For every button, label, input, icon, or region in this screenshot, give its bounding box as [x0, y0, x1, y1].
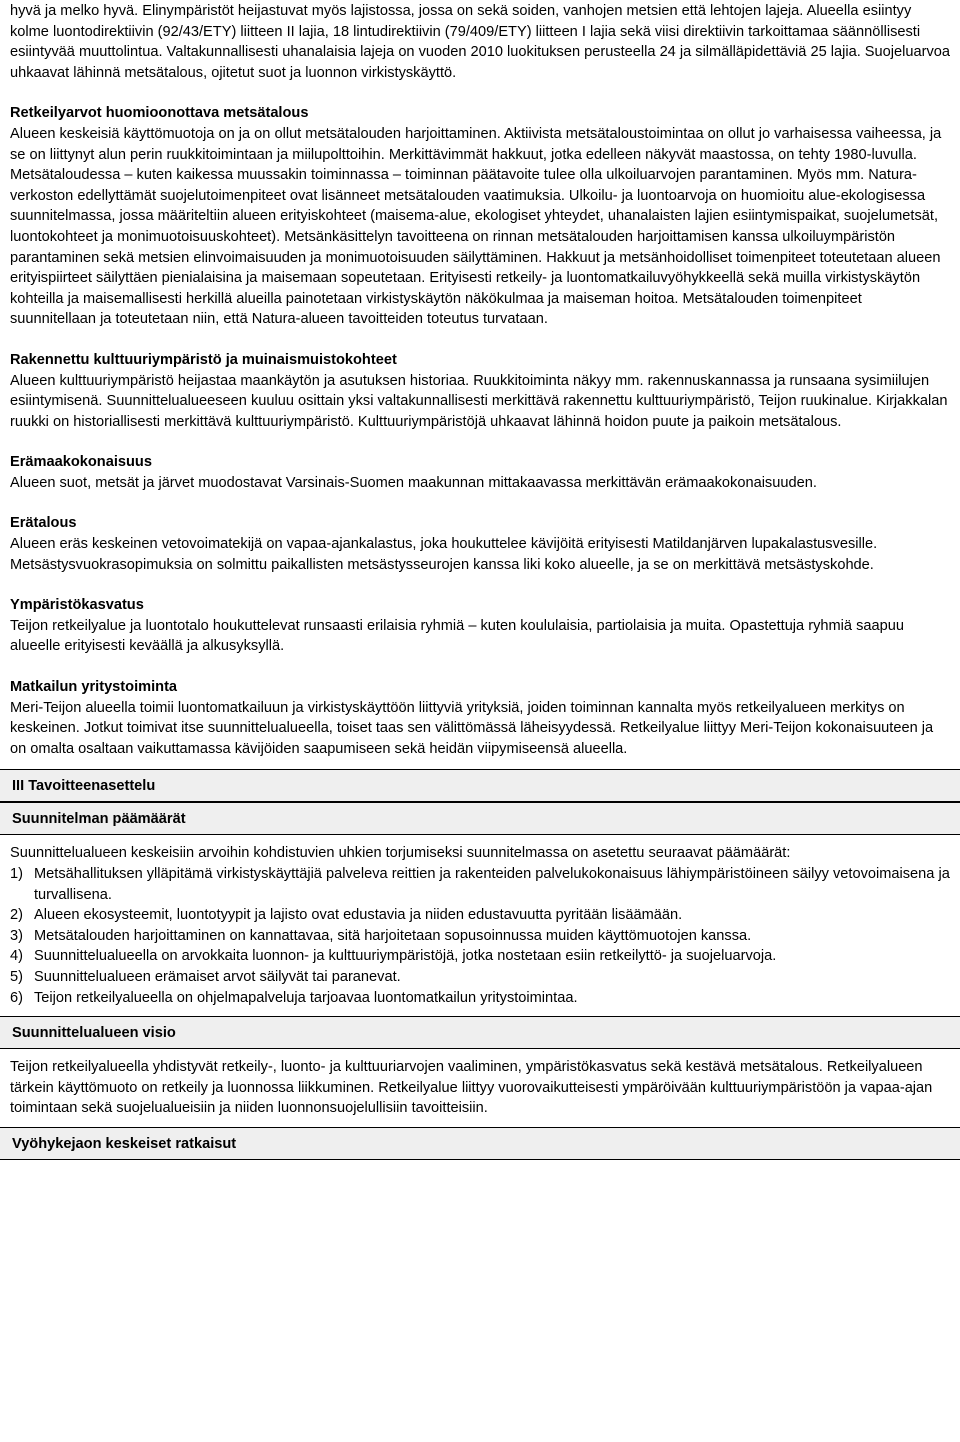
section-text: Alueen eräs keskeinen vetovoimatekijä on vapaa-ajankalastus, joka houkuttelee kävijöitä erityisesti Matildanjärven lupakalastusvesille. Metsästysvuokrasopimuksia on solmittu paikallisten metsästysseurojen kanssa liki koko alueelle, ja se on merkittävä metsästyskohde.	[10, 536, 878, 573]
list-item	[10, 926, 950, 947]
section-text: Teijon retkeilyalue ja luontotalo houkuttelevat runsaasti erilaisia ryhmiä – kuten koululaisia, partiolaisia ja muita. Opastettuja ryhmiä saapuu alueelle erityisesti keväällä ja alkusyksyllä.	[10, 617, 904, 655]
list-item-text: Suunnittelualueen erämaiset arvot säilyvät tai paranevat.	[34, 968, 401, 985]
section-text: Alueen keskeisiä käyttömuotoja on ja on ollut metsätalouden harjoittaminen. Aktiivista metsätaloustoimintaa on ollut jo varhaisessa vaiheessa, ja se on liittynyt alun perin ruukkitoimintaan ja miilupolttoihin. Merkittävimmät hakkuut, jotka edelleen näkyvät maastossa, on tehty 1980-luvulla. Metsätaloudessa – kuten kaikessa muussakin toiminnassa – toiminnan päätavoite tulee olla ulkoiluarvojen parantaminen. Myös mm. Natura-verkoston edellyttämät suojelutoimenpiteet ovat lisänneet metsätalouden vaatimuksia. Ulkoilu- ja luontoarvoja on huomioitu alue-ekologisessa suunnitelmassa, jossa määriteltiin alueen erityiskohteet (maisema-alue, ekologiset yhteydet, uhanalaisten lajien esiintymispaikat, suojelumetsät, luontokohteet ja monimuotoisuuskohteet). Metsänkäsittelyn tavoitteena on rinnan metsätalouden harjoittamisen kanssa ulkoiluympäristön parantaminen sekä metsien elinvoimaisuuden ja monimuotoisuuden säilyttäminen. Hakkuut ja metsänhoidolliset toimenpiteet toteutetaan alueen erityispiirteet säilyttäen pienialaisina ja maisemaan sopeutetaan. Erityisesti retkeily- ja luontomatkailuvyöhykkeellä sekä muilla virkistyskäytön kohteilla ja maisemallisesti herkillä alueilla painotetaan virkistyskäytön näkökulmaa ja maiseman hoitoa. Metsätalouden toimenpiteet suunnitellaan ja toteutetaan niin, että Natura-alueen tavoitteiden toteutus turvataan.	[10, 125, 942, 328]
list-item-number: 2)	[10, 907, 23, 924]
section-title: Matkailun yritystoiminta	[10, 679, 178, 696]
intro-paragraph: hyvä ja melko hyvä. Elinympäristöt heijastuvat myös lajistossa, jossa on sekä soiden, vanhojen metsien että lehtojen lajeja. Alueella esiintyy kolme luontodirektiivin (92/43/ETY) liitteen II lajia, 18 lintudirektiivin (79/409/ETY) liitteen I lajia sekä viisi direktiivin tarkoittamaa säännöllisesti esiintyvää muuttolintua. Valtakunnallisesti uhanalaisia lajeja on vuoden 2010 luokituksen perusteella 24 ja silmälläpidettäviä 25 lajia. Suojeluarvoa uhkaavat lähinnä metsätalous, ojitetut suot ja luonnon virkistyskäyttö.	[10, 3, 950, 81]
list-item-text: Suunnittelualueella on arvokkaita luonnon- ja kulttuuriympäristöjä, jotka nostetaan esiin retkeilyttö- ja suojeluarvoja.	[34, 948, 777, 965]
section-title: Retkeilyarvot huomioonottava metsätalous	[10, 105, 309, 122]
vision-body	[10, 1049, 950, 1127]
list-item-text: Metsähallituksen ylläpitämä virkistyskäyttäjiä palveleva reittien ja rakenteiden palvelukokonaisuus lähiympäristöineen säilyy vetovoimaisena ja turvallisena.	[34, 866, 950, 903]
section-environmental-education	[10, 595, 950, 657]
goals-heading: Suunnitelman päämäärät	[0, 802, 960, 835]
section-wilderness	[10, 452, 950, 493]
vision-text: Teijon retkeilyalueella yhdistyvät retkeily-, luonto- ja kulttuuriarvojen vaaliminen, ympäristökasvatus sekä kestävä metsätalous. Retkeilyalueen tärkein käyttömuoto on retkeily ja luonnossa liikkuminen. Retkeilyalue liittyy vuorovaikutteisesti ympäröivään kulttuuriympäristöön ja vapaa-ajan toimintaan sekä suojelualueisiin ja niiden luonnonsuojelullisiin tavoitteisiin.	[10, 1059, 933, 1117]
section-cultural-environment	[10, 350, 950, 432]
list-item-number: 3)	[10, 927, 23, 944]
list-item	[10, 946, 950, 967]
list-item	[10, 967, 950, 988]
section-title: Ympäristökasvatus	[10, 597, 144, 614]
list-item-text: Teijon retkeilyalueella on ohjelmapalveluja tarjoavaa luontomatkailun yritystoimintaa.	[34, 989, 578, 1006]
vision-heading: Suunnittelualueen visio	[0, 1016, 960, 1049]
section-title: Erätalous	[10, 515, 77, 532]
part-heading: III Tavoitteenasettelu	[0, 769, 960, 802]
section-text: Alueen kulttuuriympäristö heijastaa maankäytön ja asutuksen historiaa. Ruukkitoiminta näkyy mm. rakennuskannassa ja runsaana sysimiilujen esiintymisenä. Suunnittelualueeseen kuuluu osittain yksi valtakunnallisesti merkittävä rakennettu kulttuuriympäristö, Teijon ruukinalue. Kirjakkalan ruukki on historiallisesti merkittävä kulttuuriympäristö. Kulttuuriympäristöjä uhkaavat lähinnä hoidon puute ja paikoin metsätalous.	[10, 372, 948, 430]
list-item-number: 4)	[10, 948, 23, 965]
section-title: Rakennettu kulttuuriympäristö ja muinaismuistokohteet	[10, 351, 397, 368]
list-item-text: Alueen ekosysteemit, luontotyypit ja lajisto ovat edustavia ja niiden edustavuutta pyritään lisäämään.	[34, 907, 683, 924]
section-hunting-fishing	[10, 513, 950, 575]
list-item	[10, 988, 950, 1009]
list-item	[10, 905, 950, 926]
goals-body	[10, 835, 950, 1016]
section-tourism-business	[10, 677, 950, 759]
goals-intro: Suunnittelualueen keskeisiin arvoihin kohdistuvien uhkien torjumiseksi suunnitelmassa on asetettu seuraavat päämäärät:	[10, 845, 791, 862]
zoning-heading: Vyöhykejaon keskeiset ratkaisut	[0, 1127, 960, 1160]
list-item-number: 1)	[10, 866, 23, 882]
list-item-number: 6)	[10, 989, 23, 1006]
list-item	[10, 864, 950, 905]
section-forestry	[10, 103, 950, 330]
section-text: Meri-Teijon alueella toimii luontomatkailuun ja virkistyskäyttöön liittyviä yrityksiä, joiden toiminnan kannalta myös retkeilyalueen merkitys on keskeinen. Jotkut toimivat itse suunnittelualueella, toiset taas sen välittömässä läheisyydessä. Retkeilyalue liittyy Meri-Teijon kokonaisuuteen ja on omalta osaltaan vaikuttamassa kävijöiden saapumiseen sekä heidän viipymiseensä alueella.	[10, 699, 934, 757]
section-title: Erämaakokonaisuus	[10, 454, 152, 471]
section-text: Alueen suot, metsät ja järvet muodostavat Varsinais-Suomen maakunnan mittakaavassa merkittävän erämaakokonaisuuden.	[10, 474, 817, 491]
goals-list	[10, 864, 950, 1008]
list-item-number: 5)	[10, 968, 23, 985]
list-item-text: Metsätalouden harjoittaminen on kannattavaa, sitä harjoitetaan sopusoinnussa muiden käyttömuotojen kanssa.	[34, 927, 752, 944]
